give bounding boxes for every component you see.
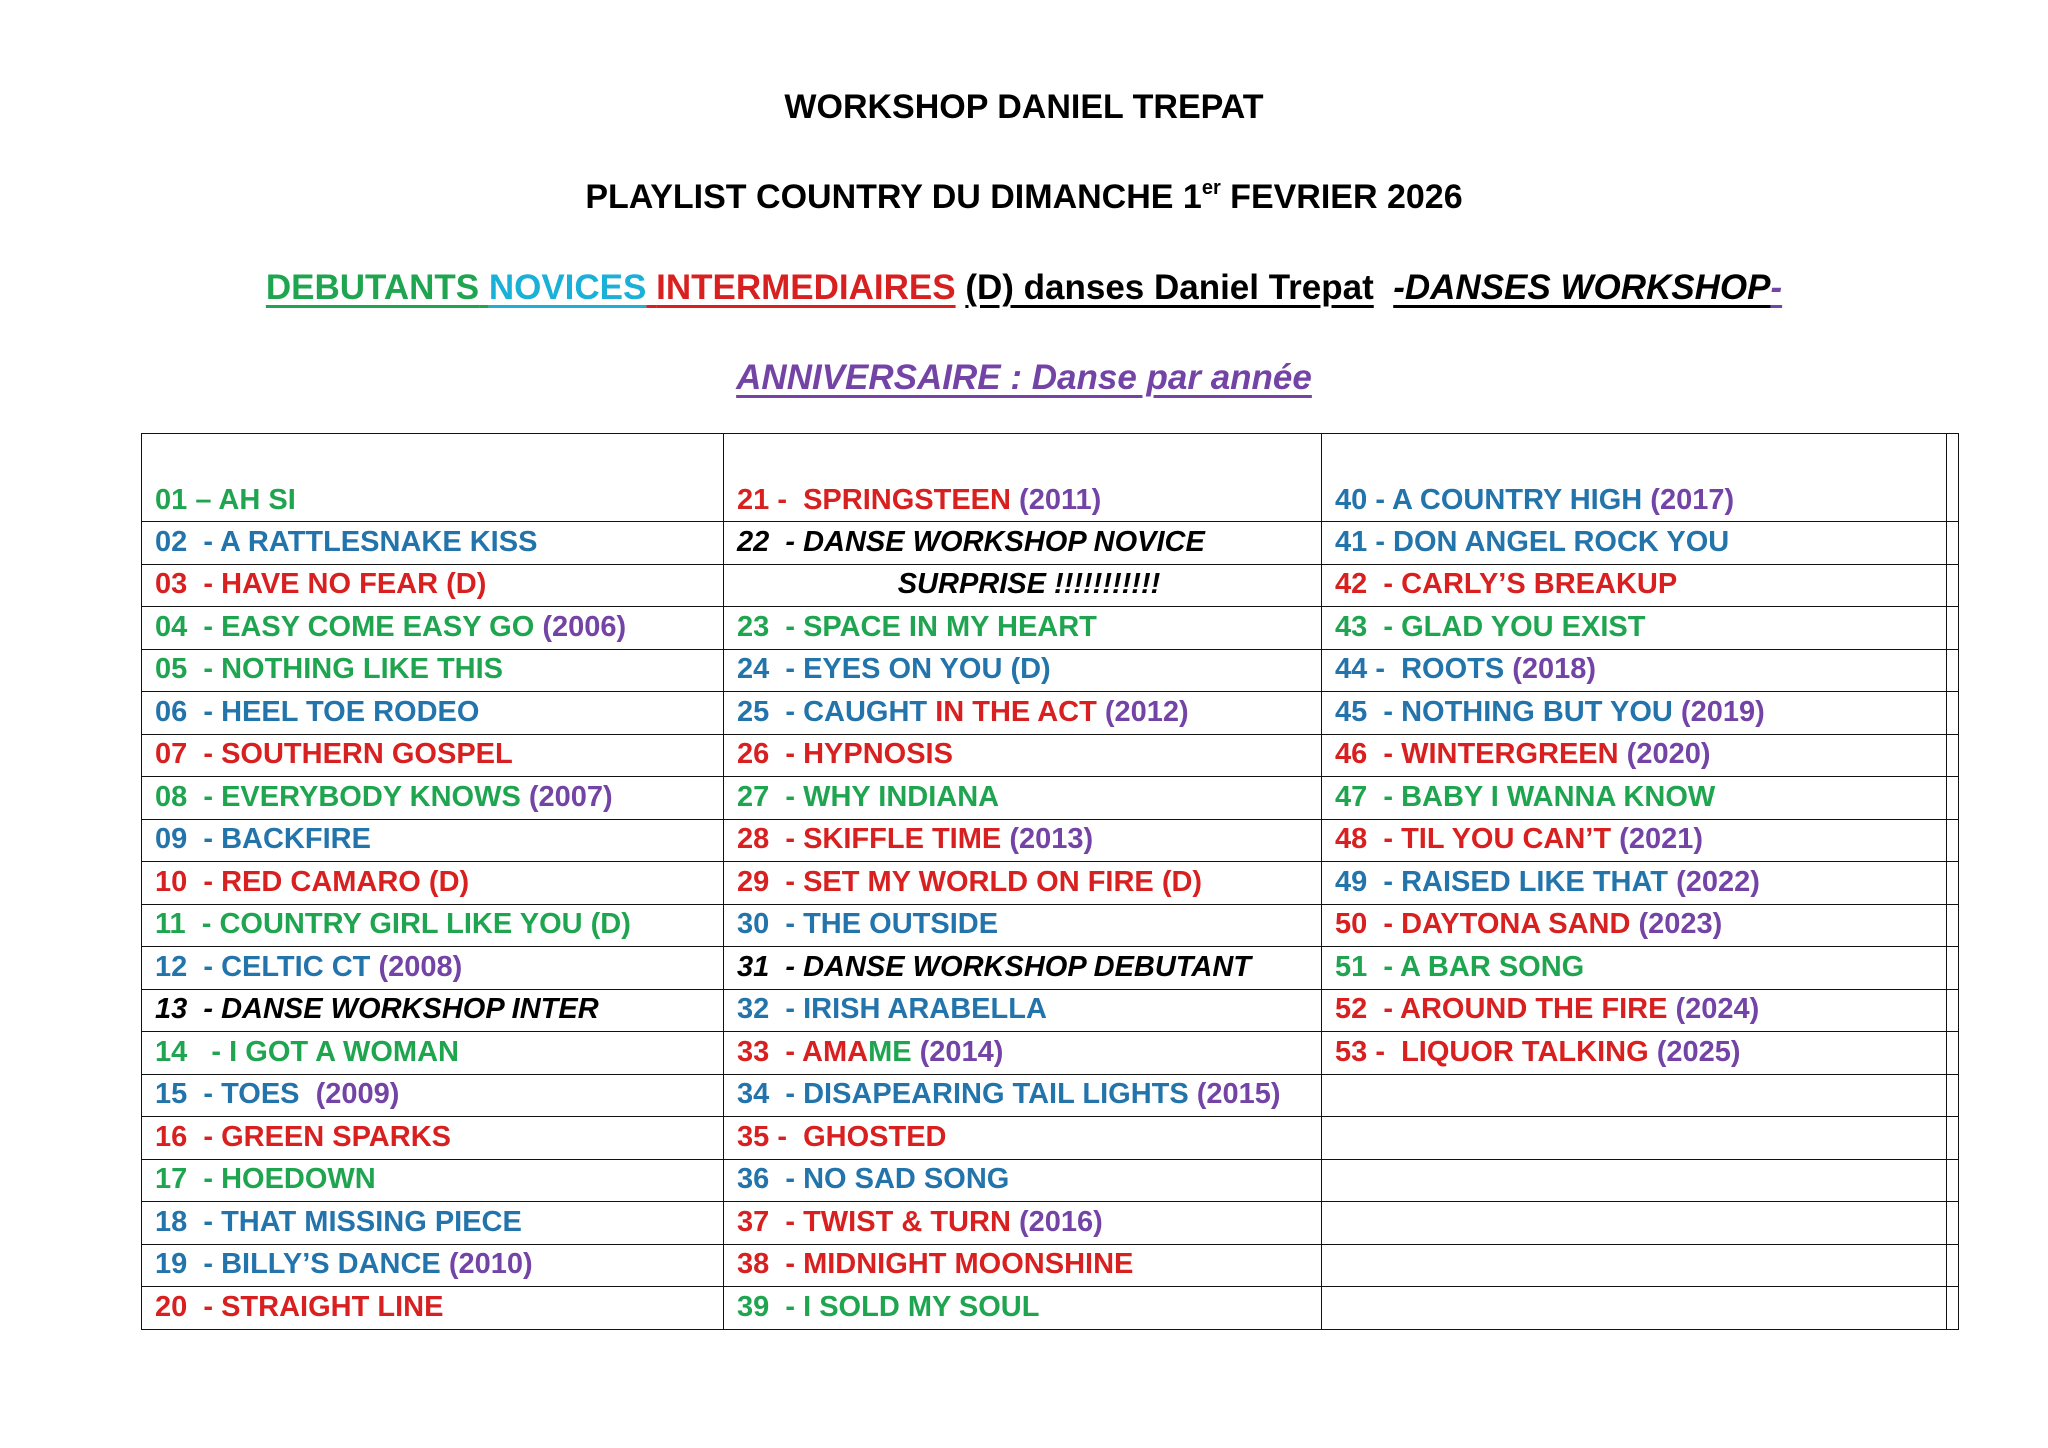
song-title: 51 - A BAR SONG <box>1335 950 1585 983</box>
song-cell <box>142 989 724 1032</box>
anniversary-heading <box>0 358 2048 398</box>
margin-cell <box>1947 1117 1959 1160</box>
song-title: 23 - SPACE IN MY HEART <box>737 610 1097 643</box>
song-title-part: 33 - AMA <box>737 1035 869 1068</box>
song-cell <box>142 819 724 862</box>
song-title: 29 - SET MY WORLD ON FIRE (D) <box>737 865 1203 898</box>
legend-segment <box>479 268 489 307</box>
song-title: 37 - TWIST & TURN <box>737 1205 1011 1238</box>
song-title: 17 - HOEDOWN <box>155 1163 376 1196</box>
song-title: 06 - HEEL TOE RODEO <box>155 695 480 728</box>
table-row <box>142 777 1959 820</box>
margin-cell <box>1947 1287 1959 1330</box>
table-row <box>142 564 1959 607</box>
song-title: 50 - DAYTONA SAND <box>1335 908 1631 941</box>
playlist-subtitle <box>0 178 2048 217</box>
anniversary-year: (2011) <box>1019 484 1102 517</box>
margin-cell <box>1947 434 1959 522</box>
song-title: 45 - NOTHING BUT YOU <box>1335 695 1673 728</box>
song-title: 34 - DISAPEARING TAIL LIGHTS <box>737 1078 1189 1111</box>
song-cell <box>1322 904 1947 947</box>
margin-cell <box>1947 819 1959 862</box>
song-title: 24 - EYES ON YOU (D) <box>737 653 1051 686</box>
margin-cell <box>1947 1244 1959 1287</box>
song-cell <box>724 904 1322 947</box>
anniversary-year: (2006) <box>542 610 627 643</box>
song-cell <box>1322 607 1947 650</box>
song-cell <box>1322 692 1947 735</box>
playlist-table <box>141 433 1959 1330</box>
table-row <box>142 1159 1959 1202</box>
legend-segment: - <box>1770 268 1783 307</box>
table-row <box>142 947 1959 990</box>
song-title: 15 - TOES <box>155 1078 308 1111</box>
song-title: 35 - GHOSTED <box>737 1120 947 1153</box>
song-cell <box>724 819 1322 862</box>
anniversary-year: (2010) <box>448 1248 533 1281</box>
table-row <box>142 989 1959 1032</box>
song-title: 36 - NO SAD SONG <box>737 1163 1010 1196</box>
anniversary-year: (2016) <box>1018 1205 1103 1238</box>
song-cell <box>142 434 724 522</box>
song-title: 03 - HAVE NO FEAR (D) <box>155 568 487 601</box>
song-cell <box>1322 777 1947 820</box>
song-cell <box>724 1244 1322 1287</box>
song-cell <box>1322 1117 1947 1160</box>
anniversary-year: (2020) <box>1626 738 1711 771</box>
legend-segment: NOVICES <box>488 268 647 307</box>
anniversary-year: (2017) <box>1650 484 1735 517</box>
level-legend <box>0 268 2048 308</box>
song-cell <box>1322 434 1947 522</box>
song-cell <box>142 1074 724 1117</box>
song-title: 39 - I SOLD MY SOUL <box>737 1290 1040 1323</box>
song-title: 42 - CARLY’S BREAKUP <box>1335 568 1678 601</box>
song-title: 01 – AH SI <box>155 484 296 517</box>
song-title: 44 - ROOTS <box>1335 653 1505 686</box>
song-cell <box>724 564 1322 607</box>
song-title: 28 - SKIFFLE TIME <box>737 823 1002 856</box>
song-cell <box>1322 862 1947 905</box>
song-cell <box>142 777 724 820</box>
song-title: 11 - COUNTRY GIRL LIKE YOU (D) <box>155 908 631 941</box>
anniversary-year: (2025) <box>1656 1035 1741 1068</box>
song-cell <box>142 1287 724 1330</box>
anniversary-year: (2023) <box>1638 908 1723 941</box>
song-cell <box>724 649 1322 692</box>
anniversary-year: (2008) <box>378 950 463 983</box>
anniversary-year: (2024) <box>1675 993 1760 1026</box>
song-title: 27 - WHY INDIANA <box>737 780 1000 813</box>
song-title-part: 25 - CAUGHT <box>737 695 936 728</box>
margin-cell <box>1947 989 1959 1032</box>
song-cell <box>724 434 1322 522</box>
song-cell <box>142 649 724 692</box>
table-row <box>142 1032 1959 1075</box>
document-title: WORKSHOP DANIEL TREPAT <box>784 88 1264 126</box>
song-title: 53 - LIQUOR TALKING <box>1335 1035 1649 1068</box>
song-cell <box>142 1202 724 1245</box>
song-cell <box>724 777 1322 820</box>
table-row <box>142 607 1959 650</box>
song-cell <box>724 1159 1322 1202</box>
anniversary-year: (2007) <box>528 780 613 813</box>
song-title-part: IN THE ACT <box>935 695 1097 728</box>
song-title: 02 - A RATTLESNAKE KISS <box>155 525 538 558</box>
song-title: SURPRISE !!!!!!!!!!! <box>897 568 1161 601</box>
table-row <box>142 1202 1959 1245</box>
song-cell <box>142 692 724 735</box>
song-cell <box>724 947 1322 990</box>
margin-cell <box>1947 904 1959 947</box>
table-row <box>142 734 1959 777</box>
song-title: 47 - BABY I WANNA KNOW <box>1335 780 1716 813</box>
subtitle-date: FEVRIER 2026 <box>1220 178 1463 216</box>
margin-cell <box>1947 1032 1959 1075</box>
song-cell <box>1322 1074 1947 1117</box>
song-cell <box>1322 734 1947 777</box>
song-cell <box>1322 522 1947 565</box>
anniversary-text: ANNIVERSAIRE : Danse par année <box>736 358 1312 397</box>
anniversary-year: (2021) <box>1619 823 1703 856</box>
margin-cell <box>1947 692 1959 735</box>
song-title: 46 - WINTERGREEN <box>1335 738 1619 771</box>
song-cell <box>142 607 724 650</box>
song-cell <box>142 734 724 777</box>
song-cell <box>142 1117 724 1160</box>
song-title: 04 - EASY COME EASY GO <box>155 610 535 643</box>
anniversary-year: (2015) <box>1196 1078 1281 1111</box>
margin-cell <box>1947 862 1959 905</box>
anniversary-year: (2014) <box>919 1035 1004 1068</box>
song-cell <box>1322 1159 1947 1202</box>
song-title-part: ME <box>868 1035 912 1068</box>
song-cell <box>724 1074 1322 1117</box>
song-cell <box>1322 989 1947 1032</box>
margin-cell <box>1947 777 1959 820</box>
anniversary-year: (2018) <box>1512 653 1597 686</box>
song-title: 10 - RED CAMARO (D) <box>155 865 470 898</box>
song-title: 48 - TIL YOU CAN’T <box>1335 823 1612 856</box>
song-title: 43 - GLAD YOU EXIST <box>1335 610 1646 643</box>
margin-cell <box>1947 1074 1959 1117</box>
subtitle-main: PLAYLIST COUNTRY DU DIMANCHE 1 <box>585 178 1202 216</box>
song-title: 13 - DANSE WORKSHOP INTER <box>155 993 599 1026</box>
song-title: 09 - BACKFIRE <box>155 823 371 856</box>
song-cell <box>1322 1244 1947 1287</box>
song-cell <box>724 1202 1322 1245</box>
legend-segment <box>956 268 966 307</box>
anniversary-year: (2013) <box>1009 823 1094 856</box>
song-title: 32 - IRISH ARABELLA <box>737 993 1047 1026</box>
table-row <box>142 434 1959 522</box>
margin-cell <box>1947 607 1959 650</box>
song-cell <box>724 734 1322 777</box>
table-row <box>142 692 1959 735</box>
table-row <box>142 649 1959 692</box>
legend-segment: INTERMEDIAIRES <box>656 268 956 307</box>
song-title: 21 - SPRINGSTEEN <box>737 484 1011 517</box>
anniversary-year: (2012) <box>1104 695 1189 728</box>
table-row <box>142 862 1959 905</box>
song-cell <box>1322 1287 1947 1330</box>
song-title: 26 - HYPNOSIS <box>737 738 953 771</box>
table-row <box>142 1074 1959 1117</box>
anniversary-year: (2022) <box>1676 865 1760 898</box>
song-cell <box>724 862 1322 905</box>
song-title: 52 - AROUND THE FIRE <box>1335 993 1668 1026</box>
song-cell <box>724 692 1322 735</box>
song-title: 49 - RAISED LIKE THAT <box>1335 865 1668 898</box>
song-title: 07 - SOUTHERN GOSPEL <box>155 738 513 771</box>
table-row <box>142 1244 1959 1287</box>
song-title: 30 - THE OUTSIDE <box>737 908 999 941</box>
song-cell <box>142 522 724 565</box>
song-title: 41 - DON ANGEL ROCK YOU <box>1335 525 1730 558</box>
margin-cell <box>1947 564 1959 607</box>
song-cell <box>142 1244 724 1287</box>
song-title: 12 - CELTIC CT <box>155 950 371 983</box>
song-title: 14 - I GOT A WOMAN <box>155 1035 459 1068</box>
song-title: 16 - GREEN SPARKS <box>155 1120 451 1153</box>
legend-segment: (D) danses Daniel Trepat <box>965 268 1374 307</box>
table-row <box>142 1287 1959 1330</box>
song-title: 22 - DANSE WORKSHOP NOVICE <box>737 525 1205 558</box>
song-cell <box>724 1117 1322 1160</box>
song-cell <box>1322 564 1947 607</box>
song-cell <box>1322 649 1947 692</box>
margin-cell <box>1947 947 1959 990</box>
anniversary-year: (2009) <box>315 1078 400 1111</box>
legend-segment <box>1374 268 1393 307</box>
song-cell <box>1322 1032 1947 1075</box>
legend-segment <box>646 268 656 307</box>
song-title: 20 - STRAIGHT LINE <box>155 1290 444 1323</box>
song-cell <box>142 1159 724 1202</box>
song-cell <box>142 904 724 947</box>
song-cell <box>724 1032 1322 1075</box>
song-title: 08 - EVERYBODY KNOWS <box>155 780 521 813</box>
song-title: 05 - NOTHING LIKE THIS <box>155 653 504 686</box>
legend-segment: -DANSES WORKSHOP <box>1393 268 1771 307</box>
song-cell <box>1322 1202 1947 1245</box>
song-title: 38 - MIDNIGHT MOONSHINE <box>737 1248 1134 1281</box>
song-cell <box>724 522 1322 565</box>
song-cell <box>142 1032 724 1075</box>
margin-cell <box>1947 649 1959 692</box>
table-row <box>142 522 1959 565</box>
song-title: 40 - A COUNTRY HIGH <box>1335 484 1643 517</box>
table-row <box>142 819 1959 862</box>
margin-cell <box>1947 1159 1959 1202</box>
song-cell <box>142 564 724 607</box>
song-cell <box>724 607 1322 650</box>
song-cell <box>142 947 724 990</box>
song-title: 19 - BILLY’S DANCE <box>155 1248 441 1281</box>
song-cell <box>1322 947 1947 990</box>
song-title: 18 - THAT MISSING PIECE <box>155 1205 522 1238</box>
margin-cell <box>1947 1202 1959 1245</box>
song-title: 31 - DANSE WORKSHOP DEBUTANT <box>737 950 1251 983</box>
anniversary-year: (2019) <box>1680 695 1765 728</box>
song-cell <box>1322 819 1947 862</box>
song-cell <box>142 862 724 905</box>
margin-cell <box>1947 734 1959 777</box>
legend-segment: DEBUTANTS <box>265 268 480 307</box>
margin-cell <box>1947 522 1959 565</box>
table-row <box>142 904 1959 947</box>
table-row <box>142 1117 1959 1160</box>
song-cell <box>724 989 1322 1032</box>
subtitle-superscript: er <box>1201 177 1221 199</box>
song-cell <box>724 1287 1322 1330</box>
